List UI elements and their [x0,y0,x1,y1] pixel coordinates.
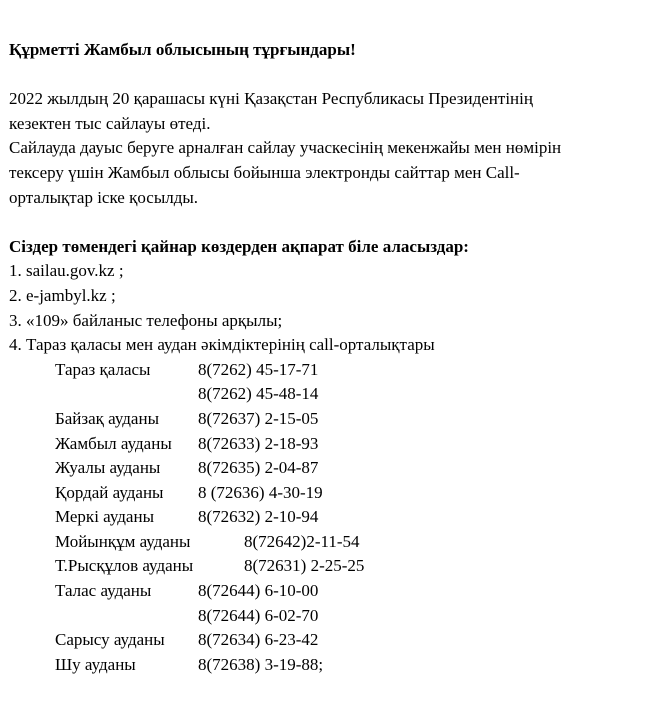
intro-line: тексеру үшін Жамбыл облысы бойынша электронды сайттар мен Call- [9,162,520,182]
intro-line: Сайлауда дауыс беруге арналған сайлау учаскесінің мекенжайы мен нөмірін [9,138,562,158]
phone-number: 8 (72636) 4-30-19 [198,482,323,502]
contact-row [55,628,641,653]
source-item: 4. Тараз қаласы мен аудан әкімдіктерінің call-орталықтары [9,335,435,355]
phone-number: 8(7262) 45-48-14 [198,384,319,404]
district-name: Жуалы ауданы [55,458,161,478]
source-item: 3. «109» байланыс телефоны арқылы; [9,310,283,330]
phone-number: 8(72644) 6-10-00 [198,581,319,601]
contact-row [55,358,641,383]
phone-number: 8(72632) 2-10-94 [198,507,319,527]
intro-line: кезектен тыс сайлауы өтеді. [9,113,211,133]
district-name: Т.Рысқұлов ауданы [55,556,194,576]
phone-number: 8(72634) 6-23-42 [198,630,319,650]
contact-row [55,554,641,579]
phone-number: 8(72637) 2-15-05 [198,408,319,428]
district-name: Талас ауданы [55,581,152,601]
district-name: Сарысу ауданы [55,630,165,650]
district-name: Мойынқұм ауданы [55,531,191,551]
district-name: Жамбыл ауданы [55,433,172,453]
contact-row [55,432,641,457]
sources-heading: Сіздер төмендегі қайнар көздерден ақпарат біле аласыздар: [9,236,469,256]
intro-line: орталықтар іске қосылды. [9,187,199,207]
contact-row [55,653,641,678]
paragraph-gap [9,63,641,88]
phone-number: 8(72635) 2-04-87 [198,458,319,478]
phone-number: 8(72642)2-11-54 [244,531,360,551]
contact-row [55,382,641,407]
district-name: Шу ауданы [55,654,136,674]
contact-row [55,604,641,629]
source-item: 1. sailau.gov.kz ; [9,261,124,281]
district-name: Меркі ауданы [55,507,154,527]
contact-row [55,407,641,432]
phone-number: 8(72638) 3-19-88; [198,654,324,674]
source-item: 2. e-jambyl.kz ; [9,285,116,305]
contact-row [55,505,641,530]
phone-number: 8(7262) 45-17-71 [198,359,319,379]
call-center-contacts [55,358,641,678]
phone-number: 8(72633) 2-18-93 [198,433,319,453]
sources-list [9,259,641,357]
district-name: Байзақ ауданы [55,408,160,428]
contact-row [55,456,641,481]
contact-row [55,481,641,506]
greeting-heading: Құрметті Жамбыл облысының тұрғындары! [9,40,356,59]
contact-row [55,530,641,555]
contact-row [55,579,641,604]
district-name: Қордай ауданы [55,482,164,502]
intro-line: 2022 жылдың 20 қарашасы күні Қазақстан Республикасы Президентінің [9,89,533,109]
announcement-document [9,38,641,677]
district-name: Тараз қаласы [55,359,151,379]
intro-paragraph [9,87,641,210]
paragraph-gap [9,210,641,235]
phone-number: 8(72644) 6-02-70 [198,605,319,625]
phone-number: 8(72631) 2-25-25 [244,556,365,576]
